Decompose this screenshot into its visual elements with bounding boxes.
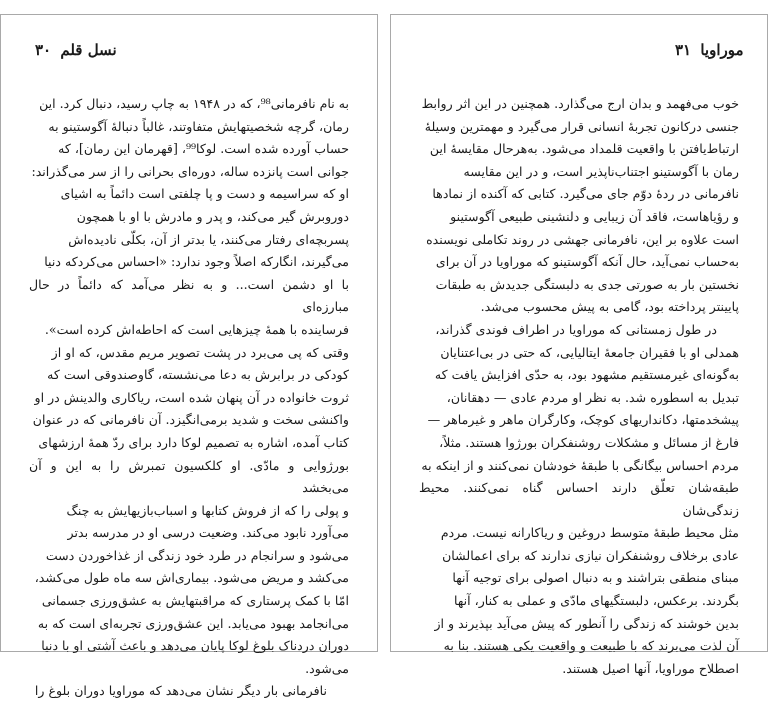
left-page [0, 14, 378, 699]
text-line: اصطلاح موراویا، آنها اصیل هستند. [562, 660, 739, 676]
page-number: ۳۰ [35, 41, 52, 59]
text-line: فارغ از مسائل و مشکلات روشنفکران بورژوا هستند. مثلاً، [439, 434, 739, 450]
text-line: می‌انجامد بهبود می‌یابد. این عشق‌ورزی تجربه‌ای است که به [37, 615, 349, 631]
running-head [31, 41, 117, 59]
text-line: می‌شود. [305, 660, 349, 676]
text-line: واکنشی سخت و شدید برمی‌انگیزد. آن نافرمانی که در عنوان [32, 412, 349, 428]
text-line: او که سراسیمه و دست و پا چلفتی است دائماً به اشیای [60, 186, 349, 202]
text-line: بگردند. برعکس، دلبستگیهای مادّی و عملی به کنار، آنها [453, 593, 739, 609]
text-line: کتاب آمده، اشاره به تصمیم لوکا دارد برای ردّ همهٔ ارزشهای [38, 434, 349, 450]
text-line: مردم احساس بیگانگی با طبقهٔ خودشان نمی‌کنند و از اینکه به [421, 457, 739, 473]
text-line: خوب می‌فهمد و بدان ارج می‌گذارد. همچنین در این اثر روابط [421, 96, 739, 111]
text-line: بدین خوشند که زندگی را آنطور که پیش می‌آید بپذیرند و از [434, 615, 739, 631]
text-line: می‌گیرند، انگارکه اصلاً وجود ندارد: «احساس می‌کردکه دنیا [44, 254, 349, 270]
text-line: دوروبرش گیر می‌کند، و پدر و مادرش با او با همچون [76, 208, 349, 224]
text-line: است علاوه بر این، نافرمانی جهشی در روند تکاملی نویسنده [426, 231, 739, 247]
running-title: موراویا [700, 41, 744, 59]
text-line: دوران دردناک بلوغ لوکا پایان می‌دهد و باعث آشتی او با دنیا [41, 638, 349, 654]
text-line: فرساینده با همهٔ چیزهایی است که احاطه‌اش کرده است». [44, 321, 349, 337]
page-body [419, 93, 739, 680]
text-line: وقتی که پی می‌برد در پشت تصویر مریم مقدس، که او از [51, 344, 349, 360]
text-line: می‌شود و سرانجام در طرد خود زندگی از غذاخوردن دست [45, 547, 349, 563]
text-line: به‌حساب نمی‌آید، حال آنکه آگوستینو که موراویا در آن برای [435, 254, 739, 270]
text-line: می‌کشد و مریض می‌شود. بیماری‌اش سه ماه طول می‌کشد، [34, 570, 349, 586]
text-line: حساب آورده شده است. لوکا⁹⁹، [قهرمان این رمان]، که [58, 141, 349, 157]
text-line: بورژوایی و مادّی. او کلکسیون تمبرش را به این و آن می‌بخشد [29, 457, 349, 496]
text-line: همدلی او با فقیران جامعهٔ ایتالیایی، که حتی در بی‌اعتنایان [440, 344, 739, 360]
text-line: جنسی درکانون تجربهٔ انسانی قرار می‌گیرد و مهمترین وسیلهٔ [424, 118, 739, 134]
text-line: طبقه‌شان تعلّق دارند احساس گناه نمی‌کنند. محیط زندگی‌شان [419, 480, 739, 518]
text-line: نخستین بار به صورتی جدی به دلبستگی جدیدش به طبقات [435, 276, 739, 292]
text-line: و پولی را که از فروش کتابها و اسباب‌بازیهایش به چنگ [66, 502, 349, 518]
text-line: رمان، گرچه شخصیتهایش متفاوتند، غالباً دنبالهٔ آگوستینو به [48, 118, 349, 134]
text-line: پیشخدمتها، دکانداریهای کوچک، وکارگران ماهر و غیرماهر — [427, 412, 739, 428]
text-line: ثروت خانواده در آن پنهان شده است، ریاکاری والدینش در او [34, 389, 349, 405]
text-line: به نام نافرمانی⁹⁸، که در ۱۹۴۸ به چاپ رسید، دنبال کرد. این [39, 96, 349, 111]
right-page [390, 14, 768, 676]
page-number: ۳۱ [675, 41, 692, 59]
text-line: تبدیل به اسطوره شد. به نظر او مردم عادی — دهقانان، [446, 389, 739, 405]
text-line: به‌گونه‌ای غیرمستقیم مشهود بود، به حدّی افزایش یافت که [434, 367, 739, 383]
text-line: در طول زمستانی که موراویا در اطراف فوندی گذراند، [435, 321, 717, 337]
text-line: مبنای منطقی بتراشند و به دنبال اصولی برای توجیه آنها [452, 570, 739, 586]
text-line: رمان با آگوستینو اجتناب‌ناپذیر است، و در این مقایسه [463, 163, 739, 179]
text-line: مثل محیط طبقهٔ متوسط دروغین و ریاکارانه نیست. مردم [440, 525, 739, 541]
text-line: با او دشمن است... و به نظر می‌آمد که دائماً در حال مبارزه‌ای [29, 276, 349, 315]
text-line: کودکی در برابرش به دعا می‌نشسته، گاوصندوقی است که [47, 367, 349, 383]
text-line: نافرمانی در ردهٔ دوّم جای می‌گیرد. کتابی که آکنده از نمادها [432, 186, 739, 202]
text-line: و رؤیاهاست، فاقد آن زیبایی و دلنشینی طبیعی آگوستینو [450, 208, 739, 224]
running-title: نسل قلم [60, 41, 117, 59]
text-line: عادی برخلاف روشنفکران نیازی ندارند که برای اعمالشان [442, 547, 739, 563]
text-line: امّا با کمک پرستاری که مراقبتهایش به عشق‌ورزی جسمانی [41, 593, 349, 609]
running-head [671, 41, 744, 59]
text-line: آن لذت می‌برند که با طبیعت و واقعیت یکی هستند. بنا به [443, 638, 739, 654]
text-line: پایینتر پرداخته بود، گامی به پیش محسوب می‌شد. [480, 299, 739, 315]
text-line: نافرمانی بار دیگر نشان می‌دهد که موراویا دوران بلوغ را [34, 683, 327, 699]
text-line: پسربچه‌ای رفتار می‌کنند، یا بدتر از آن، بکلّی نادیده‌اش [68, 231, 349, 247]
text-line: می‌آورد نابود می‌کند. وضعیت درسی او در مدرسه بدتر [67, 525, 349, 541]
text-line: ارتباط‌یافتن با واقعیت قلمداد می‌شود. به‌هرحال مقایسهٔ این [429, 141, 739, 157]
page-body [29, 93, 349, 703]
text-line: جوانی است پانزده ساله، دوره‌ای بحرانی را از سر می‌گذراند: [31, 163, 349, 179]
